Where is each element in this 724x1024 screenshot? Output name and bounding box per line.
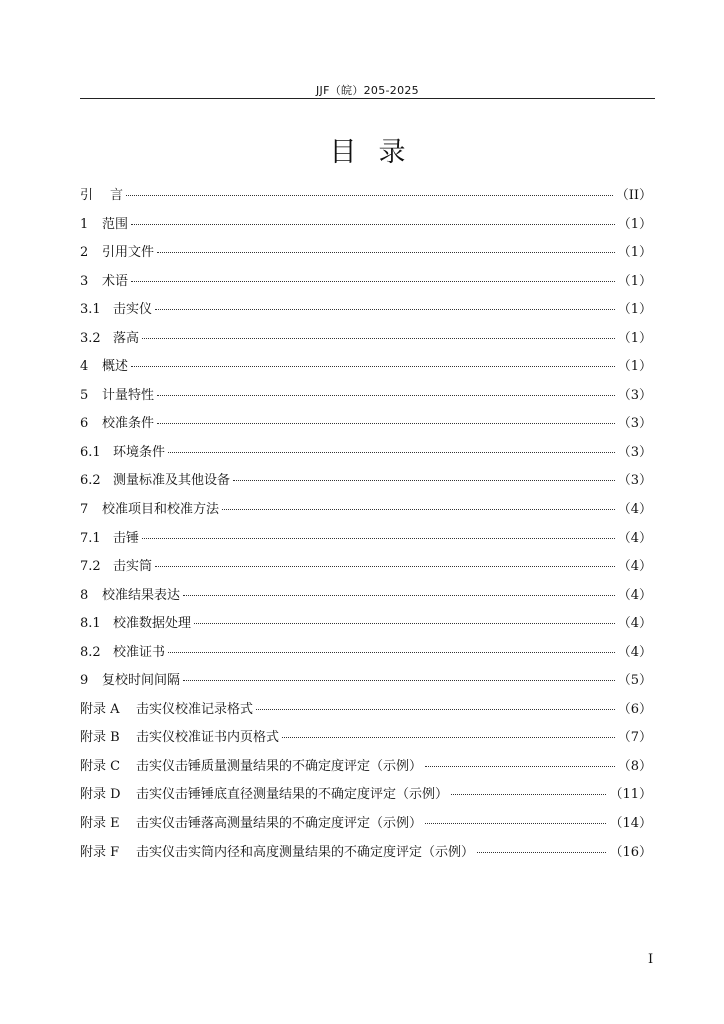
toc-dot-leader — [233, 479, 615, 481]
running-header: JJF（皖）205-2025 — [316, 84, 419, 97]
toc-entry-number: 7.1 — [80, 530, 101, 546]
toc-dot-leader — [126, 194, 613, 196]
toc-entry[interactable] — [80, 211, 652, 240]
toc-entry[interactable] — [80, 182, 652, 211]
toc-entry-page: （7） — [617, 730, 652, 746]
toc-entry-number: 8.1 — [80, 616, 101, 632]
toc-dot-leader — [168, 651, 615, 653]
toc-entry-title: 击实仪击锤落高测量结果的不确定度评定（示例） — [136, 816, 423, 832]
toc-entry-title: 击实仪 — [113, 302, 153, 318]
toc-entry-page: （4） — [617, 616, 652, 632]
toc-entry-number: 6.1 — [80, 444, 101, 460]
toc-entry-number: 3 — [80, 273, 89, 289]
toc-entry-title: 测量标准及其他设备 — [113, 473, 231, 489]
toc-entry-title: 校准证书 — [113, 644, 166, 660]
toc-entry-number: 6.2 — [80, 473, 101, 489]
toc-entry-page: （3） — [617, 473, 652, 489]
toc-entry[interactable] — [80, 496, 652, 525]
toc-dot-leader — [183, 679, 615, 681]
toc-dot-leader — [256, 708, 615, 710]
toc-entry-title: 击实仪击锤质量测量结果的不确定度评定（示例） — [136, 758, 423, 774]
table-of-contents — [80, 182, 652, 867]
toc-entry-title: 复校时间间隔 — [102, 673, 181, 689]
toc-entry-title: 落高 — [113, 330, 140, 346]
toc-entry-title: 击实仪校准记录格式 — [136, 701, 254, 717]
toc-entry[interactable] — [80, 753, 652, 782]
toc-entry[interactable] — [80, 325, 652, 354]
toc-entry[interactable] — [80, 353, 652, 382]
toc-entry-title: 校准项目和校准方法 — [102, 502, 220, 518]
toc-dot-leader — [222, 508, 615, 510]
toc-dot-leader — [142, 537, 615, 539]
toc-entry-number: 附录 B — [80, 730, 120, 746]
toc-dot-leader — [425, 822, 606, 824]
toc-entry-page: （4） — [617, 587, 652, 603]
toc-entry-page: （1） — [617, 216, 652, 232]
toc-dot-leader — [157, 394, 615, 396]
toc-entry-title: 击锤 — [113, 530, 140, 546]
toc-entry-page: （4） — [617, 559, 652, 575]
toc-entry-page: （1） — [617, 330, 652, 346]
toc-entry[interactable] — [80, 610, 652, 639]
toc-entry-number: 3.2 — [80, 330, 101, 346]
toc-entry-number: 7.2 — [80, 559, 101, 575]
toc-entry[interactable] — [80, 382, 652, 411]
toc-entry-title: 击实仪击锤锤底直径测量结果的不确定度评定（示例） — [136, 787, 449, 803]
toc-entry-page: （14） — [609, 816, 652, 832]
toc-dot-leader — [282, 736, 615, 738]
toc-entry-number: 1 — [80, 216, 89, 232]
toc-dot-leader — [183, 594, 615, 596]
toc-entry-number: 8.2 — [80, 644, 101, 660]
toc-entry-page: （6） — [617, 701, 652, 717]
toc-entry-number: 2 — [80, 245, 89, 261]
toc-entry[interactable] — [80, 582, 652, 611]
toc-entry[interactable] — [80, 467, 652, 496]
toc-entry[interactable] — [80, 268, 652, 297]
toc-entry-page: （1） — [617, 273, 652, 289]
toc-entry[interactable] — [80, 410, 652, 439]
toc-dot-leader — [168, 451, 615, 453]
toc-entry-page: （3） — [617, 387, 652, 403]
toc-entry[interactable] — [80, 781, 652, 810]
toc-entry[interactable] — [80, 724, 652, 753]
toc-entry-page: （1） — [617, 359, 652, 375]
toc-dot-leader — [194, 622, 615, 624]
toc-entry-title: 言 — [110, 188, 124, 203]
toc-dot-leader — [131, 365, 615, 367]
toc-dot-leader — [131, 223, 615, 225]
toc-entry-page: （4） — [617, 644, 652, 660]
toc-entry-page: （II） — [615, 188, 652, 203]
toc-entry-title: 环境条件 — [113, 444, 166, 460]
toc-dot-leader — [155, 308, 615, 310]
toc-entry[interactable] — [80, 667, 652, 696]
toc-entry-page: （5） — [617, 673, 652, 689]
toc-entry-number: 附录 A — [80, 701, 120, 717]
toc-entry-number: 6 — [80, 416, 89, 432]
toc-dot-leader — [142, 337, 615, 339]
toc-entry[interactable] — [80, 239, 652, 268]
toc-entry-number: 3.1 — [80, 302, 101, 318]
toc-entry-title: 术语 — [102, 273, 129, 289]
toc-entry-page: （1） — [617, 245, 652, 261]
toc-entry-number: 5 — [80, 387, 89, 403]
toc-entry-number: 9 — [80, 673, 89, 689]
toc-dot-leader — [157, 251, 615, 253]
toc-entry-title: 范围 — [102, 216, 129, 232]
header-rule — [80, 98, 655, 99]
toc-entry-page: （16） — [609, 844, 652, 860]
toc-entry-title: 击实仪击实筒内径和高度测量结果的不确定度评定（示例） — [136, 844, 475, 860]
toc-entry[interactable] — [80, 525, 652, 554]
toc-entry-title: 引用文件 — [102, 245, 155, 261]
page-number: I — [648, 952, 654, 967]
toc-entry[interactable] — [80, 810, 652, 839]
toc-entry-number: 附录 E — [80, 816, 120, 832]
toc-entry-page: （1） — [617, 302, 652, 318]
toc-dot-leader — [157, 422, 615, 424]
toc-entry-number: 引 — [80, 188, 94, 203]
toc-entry[interactable] — [80, 553, 652, 582]
toc-entry-title: 击实仪校准证书内页格式 — [136, 730, 280, 746]
toc-dot-leader — [425, 765, 615, 767]
toc-entry-page: （4） — [617, 502, 652, 518]
toc-dot-leader — [131, 280, 615, 282]
toc-entry[interactable] — [80, 696, 652, 725]
toc-entry-title: 校准结果表达 — [102, 587, 181, 603]
toc-entry-number: 8 — [80, 587, 89, 603]
toc-entry-title: 校准数据处理 — [113, 616, 192, 632]
toc-entry-page: （4） — [617, 530, 652, 546]
toc-dot-leader — [451, 793, 606, 795]
toc-entry-number: 7 — [80, 502, 89, 518]
toc-entry-number: 附录 F — [80, 844, 120, 860]
toc-entry-page: （8） — [617, 758, 652, 774]
toc-entry-page: （3） — [617, 444, 652, 460]
toc-entry-title: 概述 — [102, 359, 129, 375]
toc-entry[interactable] — [80, 639, 652, 668]
toc-entry[interactable] — [80, 439, 652, 468]
toc-entry-number: 附录 C — [80, 758, 121, 774]
toc-dot-leader — [155, 565, 615, 567]
toc-entry-page: （11） — [609, 787, 652, 803]
toc-entry[interactable] — [80, 296, 652, 325]
toc-entry-title: 击实筒 — [113, 559, 153, 575]
toc-entry-page: （3） — [617, 416, 652, 432]
toc-entry-number: 附录 D — [80, 787, 121, 803]
toc-entry-title: 校准条件 — [102, 416, 155, 432]
toc-entry-number: 4 — [80, 359, 89, 375]
page-title: 目录 — [329, 137, 428, 168]
toc-entry[interactable] — [80, 839, 652, 868]
toc-entry-title: 计量特性 — [102, 387, 155, 403]
toc-dot-leader — [477, 851, 606, 853]
